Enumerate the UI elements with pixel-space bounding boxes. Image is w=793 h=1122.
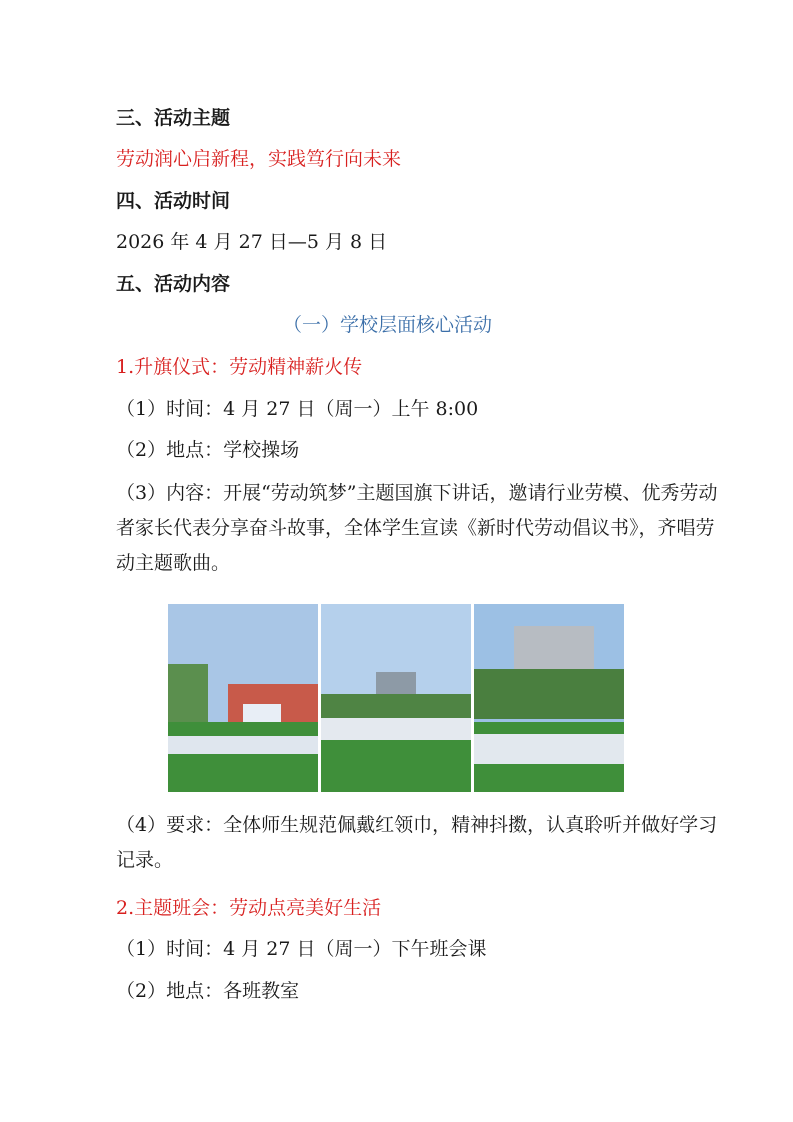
item1-requirement: （4）要求：全体师生规范佩戴红领巾，精神抖擞，认真聆听并做好学习记录。	[116, 814, 718, 871]
item1-content: （3）内容：开展“劳动筑梦”主题国旗下讲话，邀请行业劳模、优秀劳动者家长代表分享奋斗故事，全体学生宣读《新时代劳动倡议书》，齐唱劳动主题歌曲。	[116, 482, 718, 574]
section4-heading: 四、活动时间	[116, 190, 231, 212]
section5-heading: 五、活动内容	[116, 273, 231, 295]
school-building-photo	[474, 604, 624, 792]
item2-place: （2）地点：各班教室	[116, 980, 300, 1002]
activity-theme: 劳动润心启新程，实践笃行向未来	[116, 148, 402, 170]
subsection-title: （一）学校层面核心活动	[283, 314, 493, 336]
activity-time: 2026 年 4 月 27 日—5 月 8 日	[116, 231, 388, 253]
item2-title: 2.主题班会：劳动点亮美好生活	[116, 897, 382, 919]
item1-place: （2）地点：学校操场	[116, 439, 300, 461]
item2-time: （1）时间：4 月 27 日（周一）下午班会课	[116, 938, 487, 960]
flag-ceremony-photo	[168, 604, 318, 792]
item1-time: （1）时间：4 月 27 日（周一）上午 8:00	[116, 398, 479, 420]
students-assembly-photo	[321, 604, 471, 792]
section3-heading: 三、活动主题	[116, 107, 231, 129]
photo-strip	[168, 604, 624, 792]
item1-title: 1.升旗仪式：劳动精神薪火传	[116, 356, 363, 378]
